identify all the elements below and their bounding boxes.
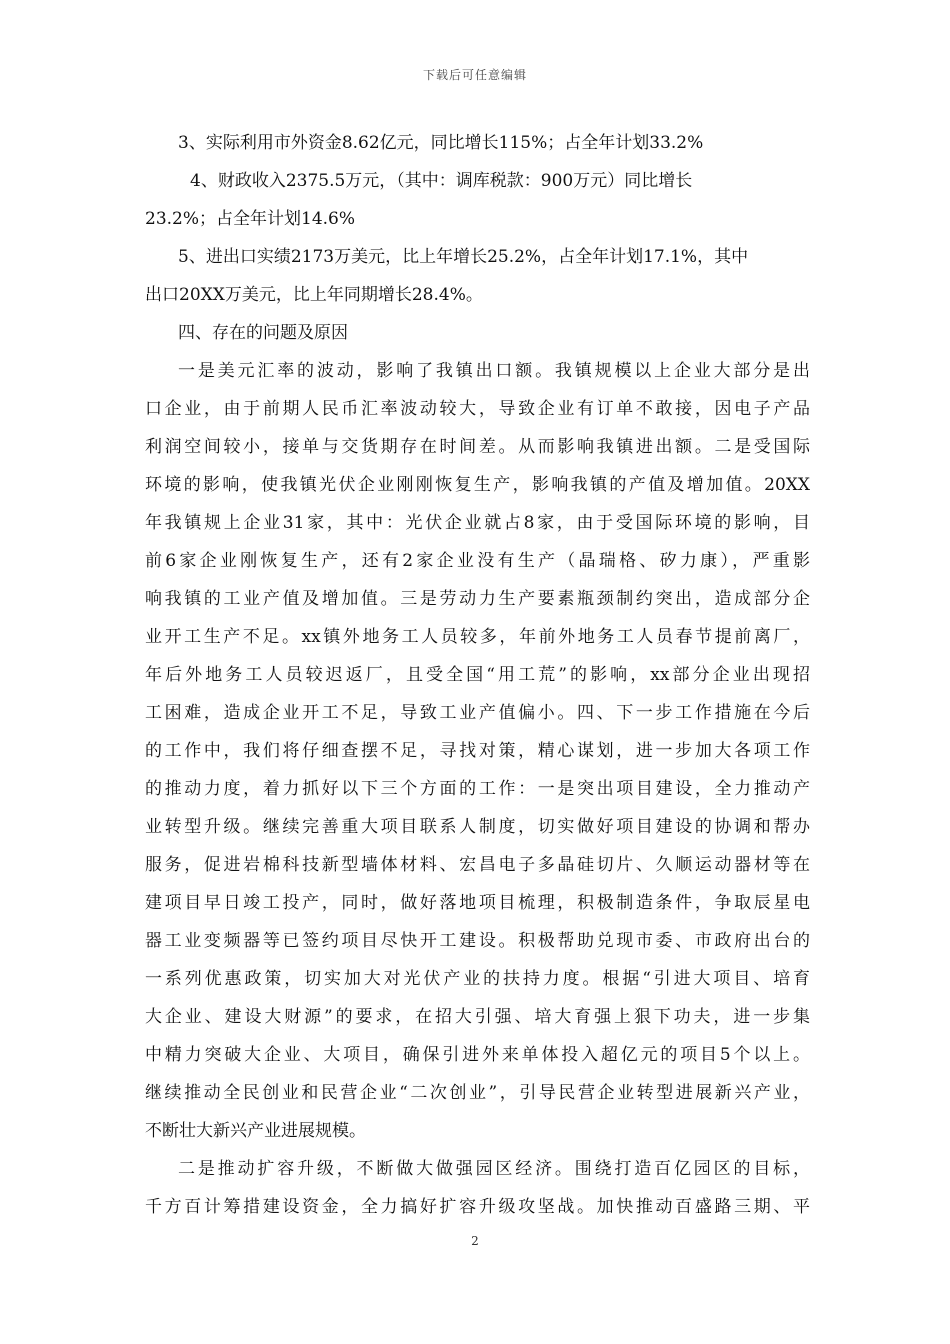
text-line: 业开工生产不足。xx镇外地务工人员较多，年前外地务工人员春节提前离厂， [145,627,810,647]
text-line: 前6家企业刚恢复生产，还有2家企业没有生产（晶瑞格、矽力康），严重影 [145,551,810,571]
text-line: 口企业，由于前期人民币汇率波动较大，导致企业有订单不敢接，因电子产品 [145,399,810,419]
text-line: 5、进出口实绩2173万美元，比上年增长25.2%，占全年计划17.1%，其中 [178,247,749,267]
text-line: 业转型升级。继续完善重大项目联系人制度，切实做好项目建设的协调和帮办 [145,817,810,837]
document-body [145,124,810,1226]
page-header: 下载后可任意编辑 [422,68,527,82]
text-line: 服务，促进岩棉科技新型墙体材料、宏昌电子多晶硅切片、久顺运动器材等在 [145,855,810,875]
text-line: 二是推动扩容升级，不断做大做强园区经济。围绕打造百亿园区的目标， [178,1159,810,1179]
text-line: 的推动力度，着力抓好以下三个方面的工作：一是突出项目建设，全力推动产 [145,779,810,799]
text-line: 出口20XX万美元，比上年同期增长28.4%。 [145,285,483,305]
text-line: 四、存在的问题及原因 [178,323,348,343]
text-line: 大企业、建设大财源”的要求，在招大引强、培大育强上狠下功夫，进一步集 [145,1007,810,1027]
text-line: 工困难，造成企业开工不足，导致工业产值偏小。四、下一步工作措施在今后 [145,703,810,723]
text-line: 年后外地务工人员较迟返厂，且受全国“用工荒”的影响，xx部分企业出现招 [145,665,810,685]
text-line: 3、实际利用市外资金8.62亿元，同比增长115%；占全年计划33.2% [178,133,704,153]
text-line: 的工作中，我们将仔细查摆不足，寻找对策，精心谋划，进一步加大各项工作 [145,741,810,761]
text-line: 环境的影响，使我镇光伏企业刚刚恢复生产，影响我镇的产值及增加值。20XX [145,475,810,495]
text-line: 4、财政收入2375.5万元，（其中：调库税款：900万元）同比增长 [190,171,693,191]
text-line: 响我镇的工业产值及增加值。三是劳动力生产要素瓶颈制约突出，造成部分企 [145,589,810,609]
text-line: 器工业变频器等已签约项目尽快开工建设。积极帮助兑现市委、市政府出台的 [145,931,810,951]
text-line: 建项目早日竣工投产，同时，做好落地项目梳理，积极制造条件，争取辰星电 [145,893,810,913]
text-line: 利润空间较小，接单与交货期存在时间差。从而影响我镇进出额。二是受国际 [145,437,810,457]
page-number: 2 [471,1234,479,1248]
text-line: 中精力突破大企业、大项目，确保引进外来单体投入超亿元的项目5个以上。 [145,1045,810,1065]
text-line: 继续推动全民创业和民营企业“二次创业”，引导民营企业转型进展新兴产业， [145,1083,810,1103]
text-line: 年我镇规上企业31家，其中：光伏企业就占8家，由于受国际环境的影响，目 [145,513,810,533]
text-line: 一是美元汇率的波动，影响了我镇出口额。我镇规模以上企业大部分是出 [178,361,810,381]
text-line: 不断壮大新兴产业进展规模。 [145,1121,366,1141]
text-line: 一系列优惠政策，切实加大对光伏产业的扶持力度。根据“引进大项目、培育 [145,969,810,989]
text-line: 千方百计筹措建设资金，全力搞好扩容升级攻坚战。加快推动百盛路三期、平 [145,1197,810,1217]
text-line: 23.2%；占全年计划14.6% [145,209,356,229]
